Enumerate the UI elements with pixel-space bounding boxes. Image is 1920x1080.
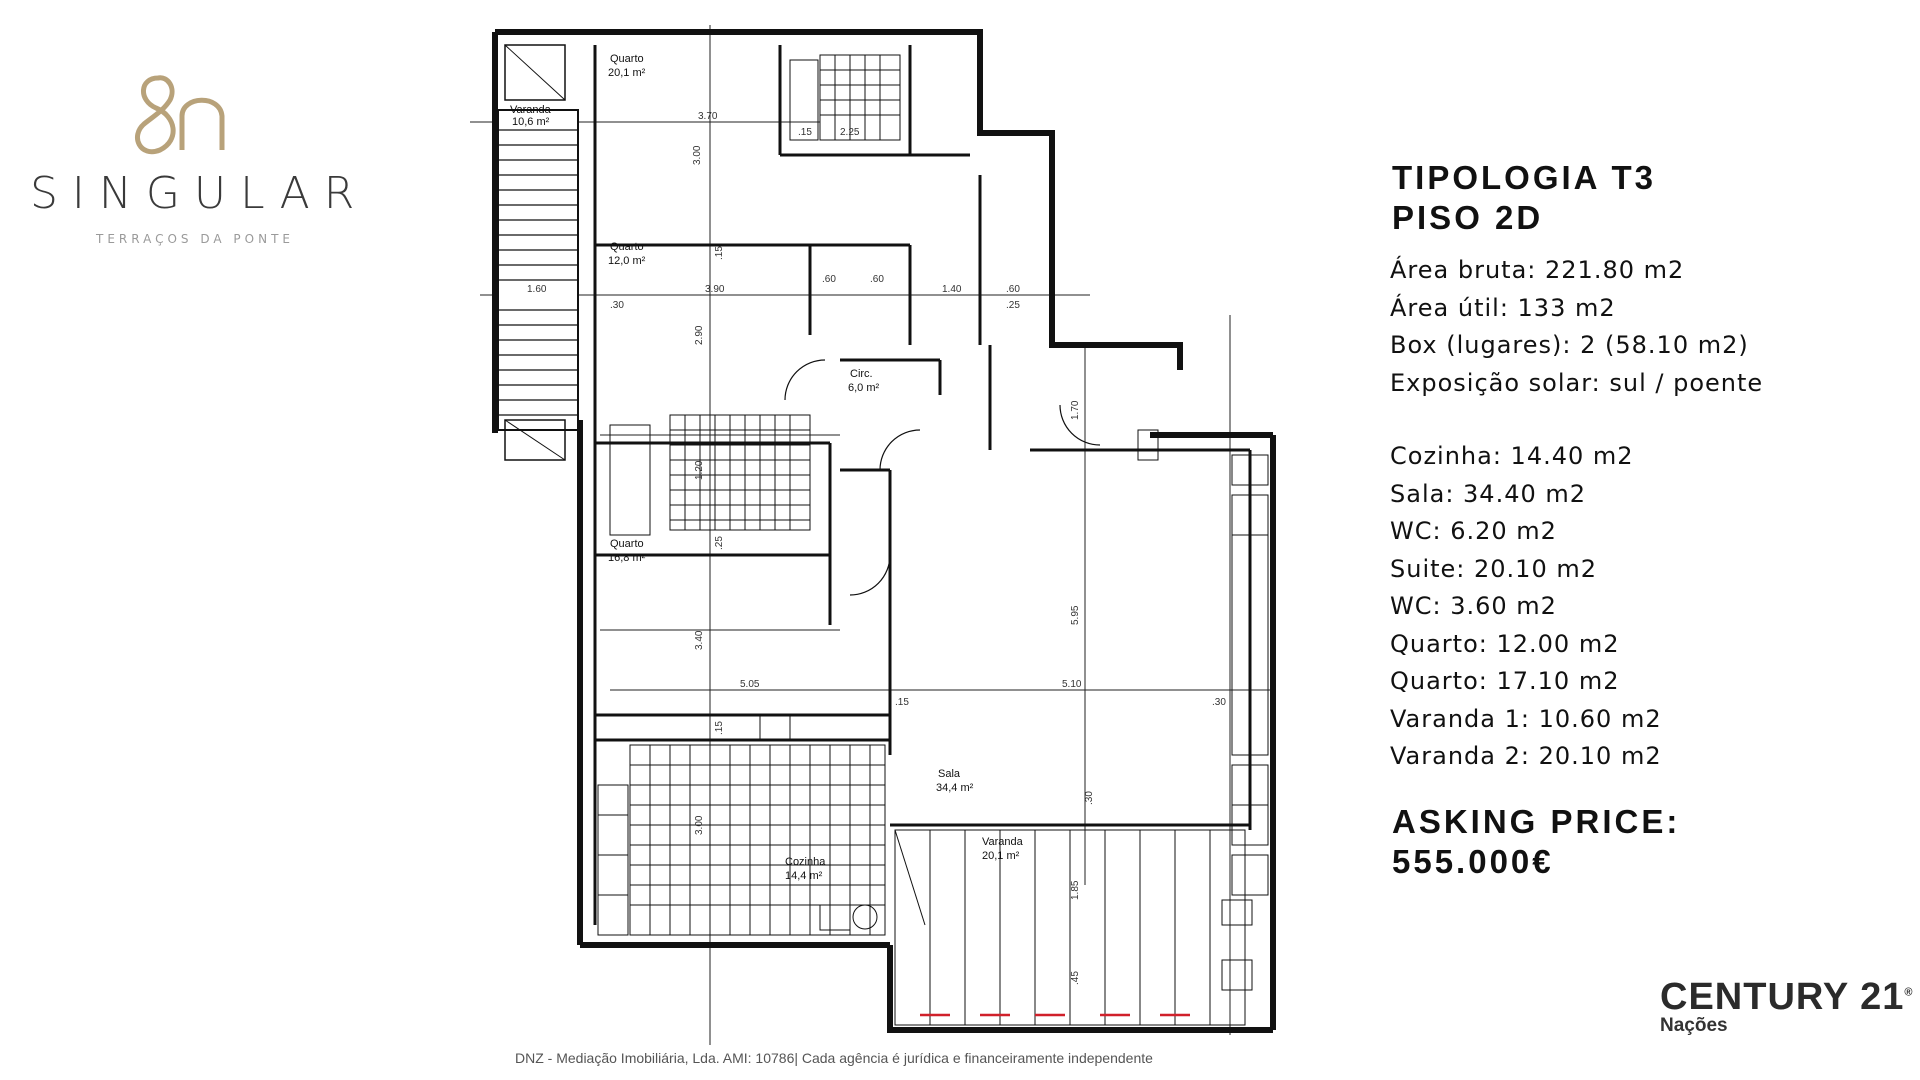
property-info xyxy=(1390,158,1860,882)
room-area-varanda-1: 10,6 m² xyxy=(512,116,550,128)
varanda-2-deck xyxy=(895,830,1245,1025)
room-label-cozinha: Cozinha xyxy=(785,856,826,868)
room-label-varanda-2: Varanda xyxy=(982,836,1023,848)
room-label-sala: Sala xyxy=(938,768,961,780)
room-area-item: Cozinha: 14.40 m2 xyxy=(1390,442,1634,470)
agency-brand-text: CENTURY 21 xyxy=(1660,976,1905,1018)
room-area-item: Quarto: 12.00 m2 xyxy=(1390,629,1620,658)
room-area-cozinha: 14,4 m² xyxy=(785,870,823,882)
kitchen-tiles xyxy=(598,715,885,935)
room-label-quarto-2: Quarto xyxy=(610,241,644,253)
asking-price-value: 555.000€ xyxy=(1392,842,1554,880)
room-area-item: Sala: 34.40 m2 xyxy=(1390,479,1587,508)
room-area-sala: 34,4 m² xyxy=(936,782,974,794)
dimension-label: 3.40 xyxy=(694,630,705,650)
dimension-label: .30 xyxy=(1084,791,1095,805)
room-area-quarto-3: 16,8 m² xyxy=(608,552,646,564)
room-label-quarto-3: Quarto xyxy=(610,538,644,550)
spec-usable-area: Área útil: 133 m2 xyxy=(1390,293,1616,322)
dimension-label: 5.10 xyxy=(1062,679,1082,690)
room-area-varanda-2: 20,1 m² xyxy=(982,850,1020,862)
dimension-label: .30 xyxy=(610,300,624,311)
spec-sun-exposure: Exposição solar: sul / poente xyxy=(1390,368,1764,397)
room-area-item: Varanda 1: 10.60 m2 xyxy=(1390,704,1662,733)
agency-brand: CENTURY 21® xyxy=(1660,976,1914,1018)
typology-title: TIPOLOGIA T3 xyxy=(1392,159,1656,196)
room-area-item: WC: 6.20 m2 xyxy=(1390,517,1557,545)
logo-wordmark: SINGULAR xyxy=(30,168,369,219)
dimension-label: .25 xyxy=(714,536,725,550)
century21-logo xyxy=(1660,976,1914,1037)
room-area-item: Suite: 20.10 m2 xyxy=(1390,554,1597,583)
dimension-label: .15 xyxy=(798,127,812,138)
floor-title: PISO 2D xyxy=(1392,199,1544,236)
dimension-label: 1.60 xyxy=(527,284,547,295)
dimension-label: .45 xyxy=(1070,971,1081,985)
dimension-label: .60 xyxy=(1006,284,1020,295)
dimension-label: 2.90 xyxy=(694,325,705,345)
room-label-varanda-1: Varanda xyxy=(510,104,551,116)
spec-gross-area: Área bruta: 221.80 m2 xyxy=(1390,256,1685,284)
agency-office: Nações xyxy=(1660,1015,1728,1036)
room-area-quarto-1: 20,1 m² xyxy=(608,67,646,79)
dimension-label: .30 xyxy=(1212,697,1226,708)
dimension-label: 1.85 xyxy=(1070,880,1081,900)
dimension-label: 3.00 xyxy=(692,145,703,165)
room-area-item: WC: 3.60 m2 xyxy=(1390,592,1557,620)
dimension-label: .15 xyxy=(714,721,725,735)
asking-price-label: ASKING PRICE: xyxy=(1392,802,1681,840)
room-area-item: Varanda 2: 20.10 m2 xyxy=(1390,742,1662,770)
dimension-label: .60 xyxy=(870,274,884,285)
dimension-label: 3.00 xyxy=(694,815,705,835)
dimension-label: .25 xyxy=(1006,300,1020,311)
room-label-quarto-1: Quarto xyxy=(610,53,644,65)
floor-plan-drawing xyxy=(470,25,1300,1045)
dimension-label: .60 xyxy=(822,274,836,285)
dimension-label: 5.05 xyxy=(740,679,760,690)
footer-disclaimer: DNZ - Mediação Imobiliária, Lda. AMI: 10786| Cada agência é jurídica e financeiramente independente xyxy=(515,1050,1153,1066)
room-area-item: Quarto: 17.10 m2 xyxy=(1390,667,1620,695)
dimension-label: .15 xyxy=(895,697,909,708)
dimension-label: .15 xyxy=(714,246,725,260)
room-label-circ: Circ. xyxy=(850,368,873,380)
logo-subtitle: TERRAÇOS DA PONTE xyxy=(96,232,294,246)
dimension-label: 1.20 xyxy=(694,460,705,480)
singular-monogram-icon xyxy=(130,70,260,160)
room-area-circ: 6,0 m² xyxy=(848,382,880,394)
dimension-label: 5.95 xyxy=(1070,605,1081,625)
dimension-label: 1.70 xyxy=(1070,400,1081,420)
dimension-label: 3.70 xyxy=(698,111,718,122)
room-area-quarto-2: 12,0 m² xyxy=(608,255,646,267)
dimension-label: 1.40 xyxy=(942,284,962,295)
dimension-label: 3.90 xyxy=(705,284,725,295)
singular-logo xyxy=(30,70,369,250)
spec-box: Box (lugares): 2 (58.10 m2) xyxy=(1390,331,1749,359)
floor-plan xyxy=(470,25,1300,1045)
dimension-label: 2.25 xyxy=(840,127,860,138)
